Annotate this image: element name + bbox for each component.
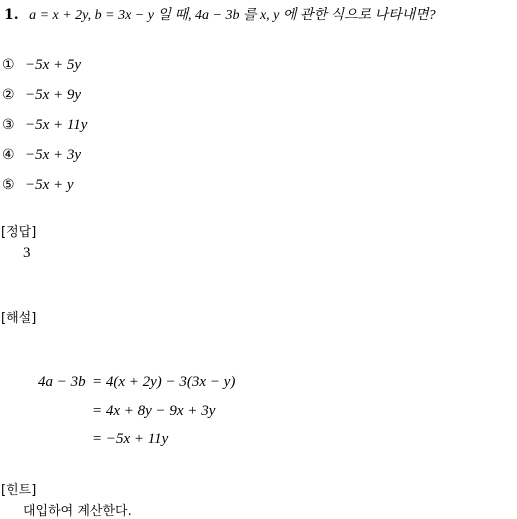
equation-line-1-lhs: 4a − 3b [38, 374, 86, 390]
question-number: 1. [4, 7, 19, 23]
choice-marker: ① [2, 57, 15, 73]
answer-value: 3 [23, 245, 31, 261]
question-text: a = x + 2y, b = 3x − y 일 때, 4a − 3b 를 x, y 에 관한 식으로 나타내면? [29, 8, 436, 23]
equation-line-2-rhs: = 4x + 8y − 9x + 3y [92, 403, 216, 419]
choice-text: −5x + 9y [25, 87, 82, 103]
hint-label: [힌트] [1, 483, 37, 498]
hint-text: 대입하여 계산한다. [23, 504, 132, 519]
choice-2[interactable] [2, 87, 81, 104]
choice-marker: ② [2, 87, 15, 103]
answer-label: [정답] [1, 225, 37, 240]
equation-line-1-rhs: = 4(x + 2y) − 3(3x − y) [92, 374, 236, 390]
explanation-label: [해설] [1, 311, 37, 326]
choice-5[interactable] [2, 177, 74, 194]
choice-text: −5x + 11y [25, 117, 88, 133]
choice-text: −5x + 5y [25, 57, 82, 73]
choice-marker: ④ [2, 147, 15, 163]
choice-3[interactable] [2, 117, 87, 134]
choice-marker: ③ [2, 117, 15, 133]
choice-text: −5x + y [25, 177, 74, 193]
choice-4[interactable] [2, 147, 81, 164]
choice-1[interactable] [2, 57, 81, 74]
equation-line-3-rhs: = −5x + 11y [92, 431, 169, 447]
question [4, 4, 436, 24]
choice-text: −5x + 3y [25, 147, 82, 163]
choice-marker: ⑤ [2, 177, 15, 193]
